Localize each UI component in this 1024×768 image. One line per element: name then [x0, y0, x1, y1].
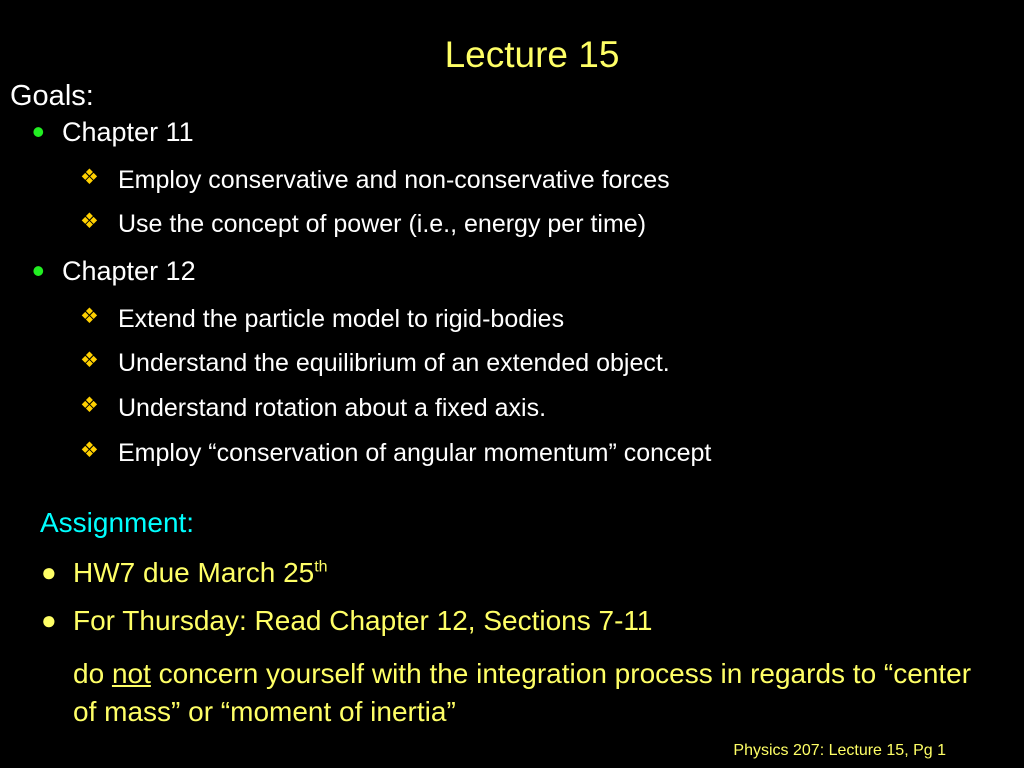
goal-text: Use the concept of power (i.e., energy per time): [118, 210, 647, 238]
bullet-dot-icon: •: [32, 111, 45, 152]
goal-text: Employ conservative and non-conservative forces: [118, 166, 670, 194]
note-prefix: do: [73, 658, 112, 689]
reading-text: For Thursday: Read Chapter 12, Sections 7-11: [73, 605, 653, 636]
note-emphasis: not: [111, 658, 151, 689]
chapter-12-goal-4: [80, 439, 712, 468]
bullet-dot-icon: ●: [41, 557, 57, 587]
ordinal-suffix: th: [314, 558, 328, 576]
diamond-bullet-icon: ❖: [80, 349, 99, 372]
chapter-12-goal-2: [80, 349, 670, 378]
chapter-11-goal-2: [80, 210, 647, 239]
homework-text: HW7 due March 25: [73, 557, 315, 588]
note-suffix: concern yourself with the integration process in regards to “center of mass” or “moment of inertia”: [73, 658, 972, 727]
chapter-12-goal-3: [80, 394, 547, 423]
chapter-11-label: Chapter 11: [62, 117, 194, 147]
assignment-note: [73, 655, 973, 731]
slide-title: Lecture 15: [444, 34, 620, 75]
diamond-bullet-icon: ❖: [80, 210, 99, 233]
bullet-dot-icon: ●: [41, 605, 57, 635]
slide-footer: Physics 207: Lecture 15, Pg 1: [733, 742, 946, 759]
diamond-bullet-icon: ❖: [80, 439, 99, 462]
goal-text: Understand rotation about a fixed axis.: [118, 394, 547, 422]
chapter-11-goal-1: [80, 166, 670, 195]
diamond-bullet-icon: ❖: [80, 305, 99, 328]
chapter-12-item: [32, 250, 196, 291]
goals-label: Goals:: [10, 80, 94, 112]
chapter-12-label: Chapter 12: [62, 256, 196, 286]
bullet-dot-icon: •: [32, 250, 45, 291]
assignment-reading: [41, 605, 653, 637]
diamond-bullet-icon: ❖: [80, 394, 99, 417]
chapter-11-item: [32, 111, 194, 152]
goal-text: Extend the particle model to rigid-bodies: [118, 305, 565, 333]
goal-text: Employ “conservation of angular momentum” concept: [118, 439, 712, 467]
assignment-heading: Assignment:: [40, 507, 195, 538]
goal-text: Understand the equilibrium of an extended object.: [118, 349, 670, 377]
assignment-homework: [41, 557, 328, 589]
chapter-12-goal-1: [80, 305, 565, 334]
diamond-bullet-icon: ❖: [80, 166, 99, 189]
